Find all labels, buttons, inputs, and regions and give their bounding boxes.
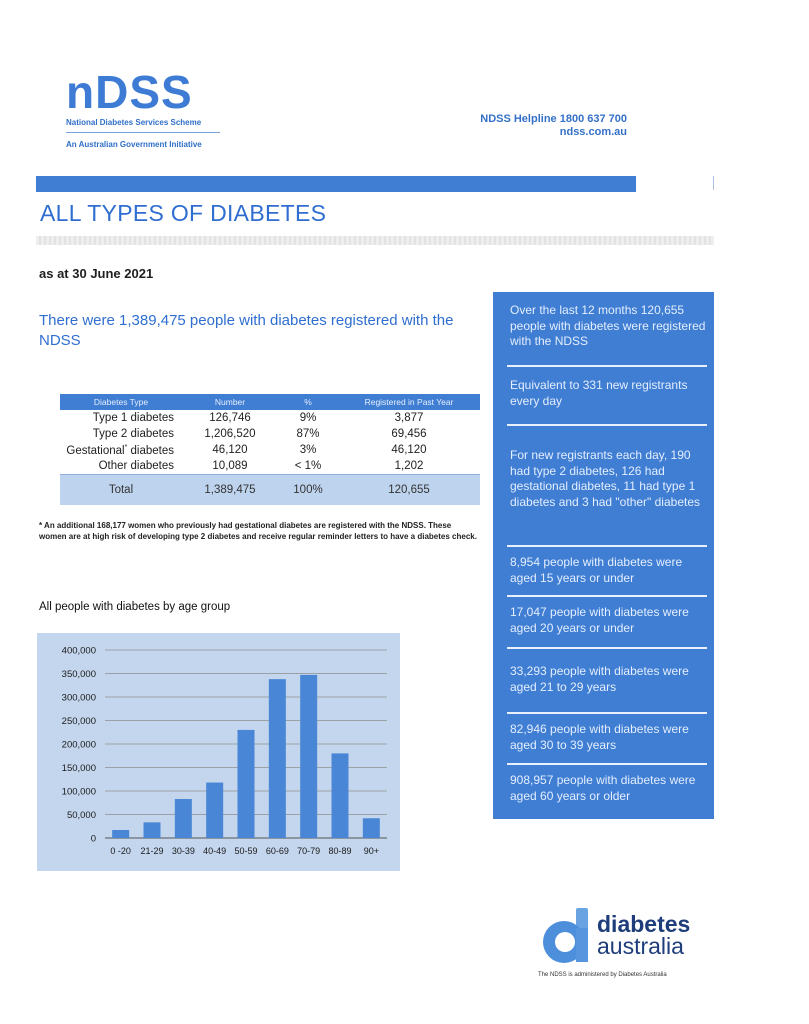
chart-heading: All people with diabetes by age group	[39, 601, 231, 613]
diabetes-australia-word-1: diabetes	[597, 911, 691, 937]
diabetes-type-table	[60, 394, 480, 505]
ndss-gov-line: An Australian Government Initiative	[66, 140, 202, 149]
cell-type	[60, 442, 182, 458]
cell-number: 10,089	[212, 460, 248, 472]
table-header-row	[60, 394, 480, 410]
x-tick-label: 70-79	[297, 846, 321, 856]
y-tick-label: 400,000	[61, 645, 96, 657]
cell-type: Type 2 diabetes	[92, 428, 174, 440]
fact-divider	[507, 365, 707, 367]
cell-past-year: 1,202	[394, 460, 424, 472]
x-tick-label: 30-39	[171, 846, 195, 856]
x-tick-label: 50-59	[234, 846, 258, 856]
cell-past-year: 3,877	[394, 412, 424, 424]
age-group-chart	[37, 633, 400, 871]
y-tick-label: 250,000	[61, 716, 96, 727]
y-tick-label: 350,000	[61, 669, 96, 680]
fact-item: Over the last 12 months 120,655 people with diabetes were registered with the NDSS	[510, 303, 706, 348]
cell-number: 126,746	[209, 412, 251, 424]
fact-item: 8,954 people with diabetes were aged 15 years or under	[510, 555, 683, 585]
total-label: Total	[60, 475, 182, 506]
total-past-year: 120,655	[338, 475, 480, 506]
fact-item: For new registrants each day, 190 had type 2 diabetes, 126 had gestational diabetes, 11 had type 1 diabetes and 3 had "other" diabetes	[510, 448, 700, 509]
fact-item: Equivalent to 331 new registrants every day	[510, 378, 688, 408]
fact-item: 908,957 people with diabetes were aged 60 years or older	[510, 773, 696, 803]
col-header-type: Diabetes Type	[60, 394, 182, 410]
cell-type-main: Gestational	[66, 444, 125, 457]
margin-mark	[713, 176, 714, 190]
header-band	[36, 176, 636, 192]
col-header-past-year: Registered in Past Year	[338, 394, 480, 410]
y-tick-label: 50,000	[66, 810, 96, 821]
logo-divider	[66, 132, 220, 133]
diabetes-australia-word-2: australia	[597, 933, 684, 959]
footnote: * An additional 168,177 women who previously had gestational diabetes are registered with the NDSS. These women are at high risk of developing type 2 diabetes and receive regular reminder letters to have a diabetes check.	[39, 521, 477, 541]
total-number: 1,389,475	[182, 475, 278, 506]
title-underline-band	[36, 236, 714, 245]
table-row	[60, 426, 480, 442]
cell-percent: 87%	[296, 428, 320, 440]
bar	[144, 822, 161, 838]
cell-type: Other diabetes	[98, 460, 174, 472]
bar	[332, 753, 349, 838]
ndss-logo: nDSS	[66, 66, 193, 118]
bar	[206, 783, 223, 838]
footnote-marker: *	[124, 443, 128, 451]
cell-type-rest: diabetes	[127, 444, 174, 457]
fact-divider	[507, 647, 707, 649]
fact-divider	[507, 545, 707, 547]
helpline-text: NDSS Helpline 1800 637 700	[480, 113, 627, 125]
x-tick-label: 21-29	[140, 846, 164, 856]
fact-item: 33,293 people with diabetes were aged 21 to 29 years	[510, 664, 689, 694]
cell-type: Type 1 diabetes	[92, 412, 174, 424]
fact-divider	[507, 595, 707, 597]
website-link[interactable]: ndss.com.au	[559, 126, 627, 138]
intro-statement: There were 1,389,475 people with diabetes registered with the NDSS	[39, 312, 454, 349]
x-tick-label: 0 -20	[110, 846, 131, 856]
fact-divider	[507, 424, 707, 426]
as-at-date: as at 30 June 2021	[39, 266, 154, 281]
x-tick-label: 90+	[363, 846, 379, 856]
cell-number: 1,206,520	[204, 428, 256, 440]
y-tick-label: 0	[90, 833, 96, 845]
table-row	[60, 410, 480, 426]
table-total-row	[60, 475, 480, 506]
fact-item: 17,047 people with diabetes were aged 20 years or under	[510, 605, 689, 635]
diabetes-australia-logo-icon	[540, 906, 592, 964]
bar	[112, 830, 129, 838]
cell-past-year: 46,120	[391, 444, 427, 456]
col-header-percent: %	[278, 394, 338, 410]
y-tick-label: 300,000	[61, 692, 96, 704]
bar	[175, 799, 192, 838]
bar	[238, 730, 255, 838]
cell-percent: 3%	[299, 444, 317, 456]
y-tick-label: 100,000	[61, 786, 96, 798]
bar	[269, 679, 286, 838]
ndss-logo-subtitle: National Diabetes Services Scheme	[66, 118, 202, 127]
page-title: ALL TYPES OF DIABETES	[40, 200, 327, 226]
y-tick-label: 150,000	[61, 763, 96, 774]
table-row	[60, 442, 480, 458]
x-tick-label: 60-69	[265, 846, 289, 856]
fact-divider	[507, 763, 707, 765]
cell-percent: < 1%	[294, 460, 322, 472]
key-facts-panel	[493, 292, 714, 819]
table-row	[60, 458, 480, 475]
cell-past-year: 69,456	[391, 428, 427, 440]
cell-number: 46,120	[212, 444, 248, 456]
col-header-number: Number	[182, 394, 278, 410]
total-percent: 100%	[278, 475, 338, 506]
chart-canvas	[37, 633, 400, 871]
fact-item: 82,946 people with diabetes were aged 30 to 39 years	[510, 722, 689, 752]
fact-divider	[507, 712, 707, 714]
administered-by-note: The NDSS is administered by Diabetes Australia	[538, 972, 667, 978]
cell-percent: 9%	[299, 412, 317, 424]
y-tick-label: 200,000	[61, 739, 96, 751]
bar	[363, 818, 380, 838]
x-tick-label: 80-89	[328, 846, 352, 856]
x-tick-label: 40-49	[203, 846, 227, 856]
bar	[300, 675, 317, 838]
